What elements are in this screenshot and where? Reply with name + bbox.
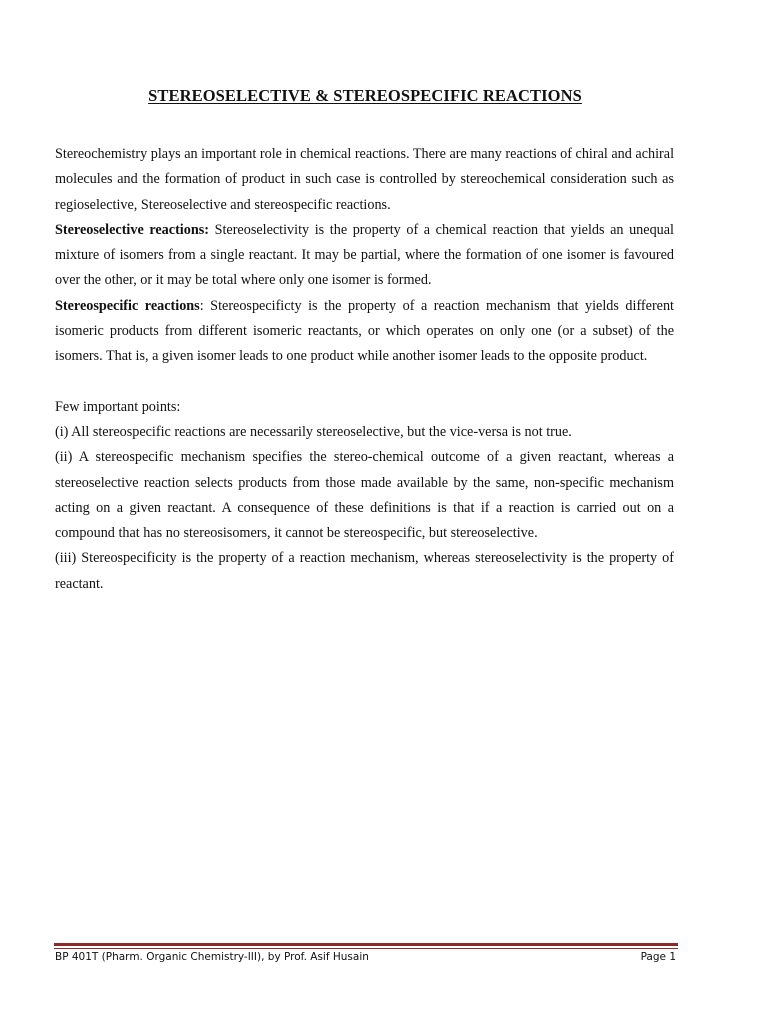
stereoselective-definition: Stereoselectivity is the property of a chemical reaction that yields an unequal mixture of isomers from a single reactant. It may be partial, where the formation of one isomer is favoured over the other, or it may be total where only one isomer is formed. [55,221,674,289]
stereospecific-paragraph [55,294,674,370]
document-body [55,142,674,597]
point-item: (i) All stereospecific reactions are necessarily stereoselective, but the vice-versa is not true. [55,423,572,440]
paragraph-gap [55,370,674,395]
footer-divider [54,943,678,946]
footer-course-info: BP 401T (Pharm. Organic Chemistry-III), by Prof. Asif Husain [55,951,369,963]
page-title: STEREOSELECTIVE & STEREOSPECIFIC REACTIONS [148,86,582,105]
footer-page-number: Page 1 [640,951,676,963]
points-heading: Few important points: [55,398,181,415]
stereoselective-term: Stereoselective reactions: [55,221,209,238]
point-item: (iii) Stereospecificity is the property of a reaction mechanism, whereas stereoselectivity is the property of reactant. [55,550,674,592]
point-item: (ii) A stereospecific mechanism specifies the stereo-chemical outcome of a given reactant, whereas a stereoselective reaction selects products from those made available by the same, non-specific mechanism acting on a given reactant. A consequence of these definitions is that if a reaction is carried out on a compound that has no stereosisomers, it cannot be stereospecific, but stereoselective. [55,449,674,542]
stereospecific-term: Stereospecific reactions [55,297,200,314]
intro-paragraph: Stereochemistry plays an important role in chemical reactions. There are many reactions of chiral and achiral molecules and the formation of product in such case is controlled by stereochemical consideration such as regioselective, Stereoselective and stereospecific reactions. [55,146,675,213]
footer-divider-thin [54,948,678,949]
stereospecific-definition: : Stereospecificty is the property of a reaction mechanism that yields different isomeric products from different isomeric reactants, or which operates on only one (or a subset) of the isomers. That is, a given isomer leads to one product while another isomer leads to the opposite product. [55,297,675,365]
stereoselective-paragraph [55,218,674,294]
